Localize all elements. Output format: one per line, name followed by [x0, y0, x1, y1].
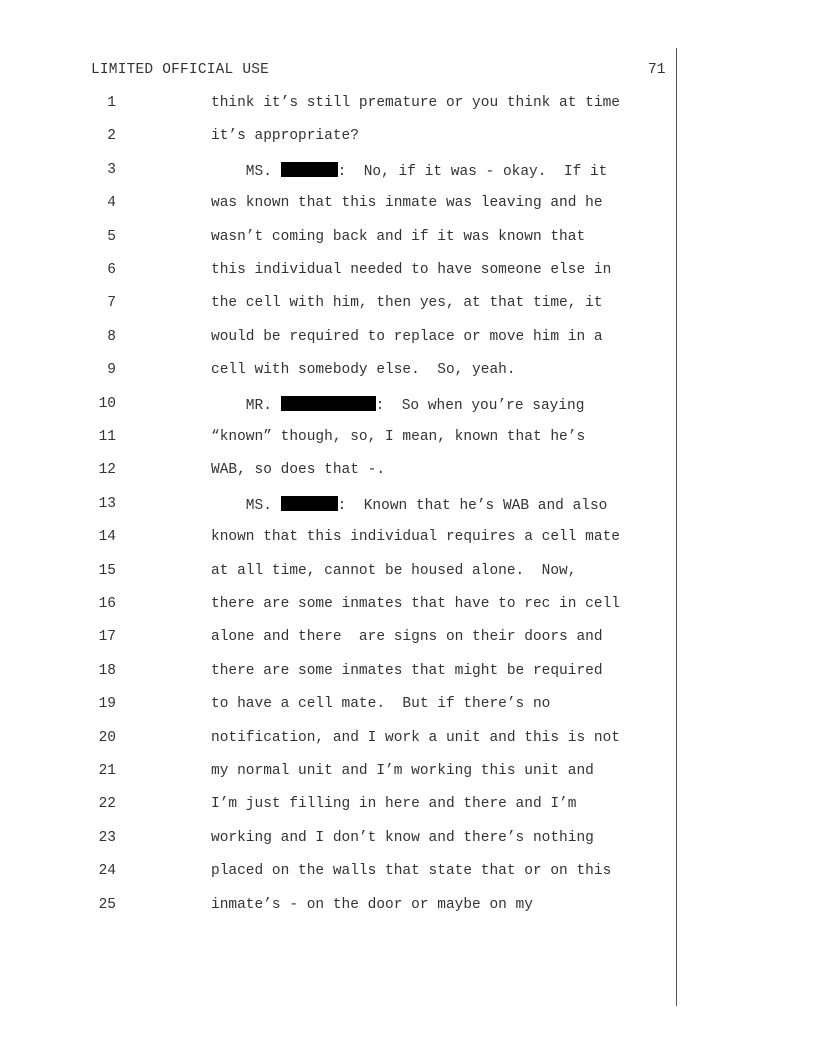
line-text-content: known that this individual requires a cell mate	[211, 529, 620, 546]
line-number: 4	[107, 195, 116, 212]
transcript-line	[0, 396, 816, 416]
transcript-line	[0, 763, 816, 783]
line-number: 7	[107, 295, 116, 312]
line-text	[211, 195, 603, 211]
transcript-line	[0, 563, 816, 583]
line-text	[211, 863, 611, 879]
transcript-line	[0, 730, 816, 750]
line-number: 25	[98, 896, 116, 913]
line-number: 9	[107, 362, 116, 379]
transcript-line	[0, 329, 816, 349]
line-text	[211, 162, 607, 180]
transcript-line	[0, 897, 816, 917]
line-text-content: notification, and I work a unit and this is not	[211, 729, 620, 746]
transcript-line	[0, 796, 816, 816]
line-text	[211, 796, 576, 812]
line-text-content: the cell with him, then yes, at that time, it	[211, 295, 603, 312]
line-text-content: MS.	[211, 163, 272, 180]
line-number: 16	[98, 596, 116, 612]
line-number: 14	[98, 529, 116, 546]
line-number: 1	[107, 95, 116, 111]
transcript-line	[0, 629, 816, 649]
line-text-content: my normal unit and I’m working this unit and	[211, 763, 594, 779]
line-text	[211, 429, 585, 445]
transcript-line	[0, 496, 816, 516]
line-number: 24	[98, 863, 116, 880]
line-number: 5	[107, 228, 116, 245]
line-text	[211, 629, 603, 645]
transcript-line	[0, 362, 816, 382]
line-number: 2	[107, 128, 116, 145]
line-text-content: I’m just filling in here and there and I’m	[211, 796, 577, 813]
line-text-content: this individual needed to have someone else in	[211, 262, 612, 278]
transcript-line	[0, 863, 816, 883]
line-text	[211, 529, 620, 545]
line-text-content: cell with somebody else. So, yeah.	[211, 362, 516, 379]
transcript-line	[0, 830, 816, 850]
transcript-line	[0, 162, 816, 182]
line-number: 22	[98, 796, 116, 813]
line-text	[211, 763, 594, 779]
line-text-content: would be required to replace or move him in a	[211, 328, 603, 345]
redaction-box	[281, 162, 338, 177]
line-text-content: to have a cell mate. But if there’s no	[211, 696, 551, 713]
line-text	[211, 730, 620, 746]
line-number: 11	[98, 429, 116, 445]
line-text-content: was known that this inmate was leaving and he	[211, 195, 603, 212]
line-number: 10	[98, 395, 116, 412]
line-number: 23	[98, 829, 116, 846]
transcript-line	[0, 529, 816, 549]
line-text-content: it’s appropriate?	[211, 128, 359, 145]
line-text	[211, 295, 603, 311]
line-text-content: “known” though, so, I mean, known that he’s	[211, 429, 586, 445]
line-text	[211, 396, 584, 414]
line-text	[211, 329, 603, 345]
line-number: 6	[107, 262, 116, 278]
line-number: 21	[98, 763, 116, 779]
line-number: 13	[98, 495, 116, 512]
line-number: 8	[107, 328, 116, 345]
page-number: 71	[648, 62, 666, 78]
transcript-line	[0, 596, 816, 616]
line-text-content: alone and there are signs on their doors and	[211, 629, 603, 646]
transcript-line	[0, 229, 816, 249]
line-text	[211, 563, 576, 579]
line-text	[211, 696, 550, 712]
line-text-content: MR.	[211, 397, 272, 414]
line-text-content: there are some inmates that might be required	[211, 662, 603, 679]
transcript-line	[0, 262, 816, 282]
line-text-content: MS.	[211, 497, 272, 514]
line-text	[211, 262, 611, 278]
line-text-content: wasn’t coming back and if it was known that	[211, 228, 586, 245]
line-text	[211, 496, 607, 514]
line-text	[211, 362, 516, 378]
line-text	[211, 663, 603, 679]
line-text-content: working and I don’t know and there’s nothing	[211, 829, 594, 846]
line-number: 18	[98, 662, 116, 679]
line-text	[211, 596, 620, 612]
line-number: 20	[98, 729, 116, 746]
page-header-label: LIMITED OFFICIAL USE	[91, 62, 270, 78]
line-number: 19	[98, 696, 116, 713]
transcript-line	[0, 295, 816, 315]
line-text	[211, 95, 620, 111]
line-text	[211, 229, 585, 245]
transcript-line	[0, 429, 816, 449]
line-number: 17	[98, 629, 116, 646]
redaction-box	[281, 396, 376, 411]
line-text-content: inmate’s - on the door or maybe on my	[211, 896, 533, 913]
transcript-line	[0, 462, 816, 482]
line-number: 12	[98, 462, 116, 479]
line-text	[211, 462, 385, 478]
line-text-content: at all time, cannot be housed alone. Now,	[211, 562, 577, 579]
line-number: 3	[107, 161, 116, 178]
line-text-content: WAB, so does that -.	[211, 462, 386, 479]
transcript-line	[0, 696, 816, 716]
transcript-line	[0, 195, 816, 215]
line-text-content: placed on the walls that state that or on this	[211, 863, 612, 880]
line-text	[211, 830, 594, 846]
line-text-continued: : So when you’re saying	[375, 397, 585, 414]
redaction-box	[281, 496, 338, 511]
line-text-continued: : No, if it was - okay. If it	[337, 163, 608, 180]
transcript-line	[0, 95, 816, 115]
line-number: 15	[98, 562, 116, 579]
transcript-line	[0, 128, 816, 148]
transcript-line	[0, 663, 816, 683]
line-text	[211, 128, 359, 144]
line-text-continued: : Known that he’s WAB and also	[337, 497, 608, 514]
line-text-content: there are some inmates that have to rec in cell	[211, 596, 620, 612]
line-text	[211, 897, 533, 913]
line-text-content: think it’s still premature or you think at time	[211, 95, 620, 111]
